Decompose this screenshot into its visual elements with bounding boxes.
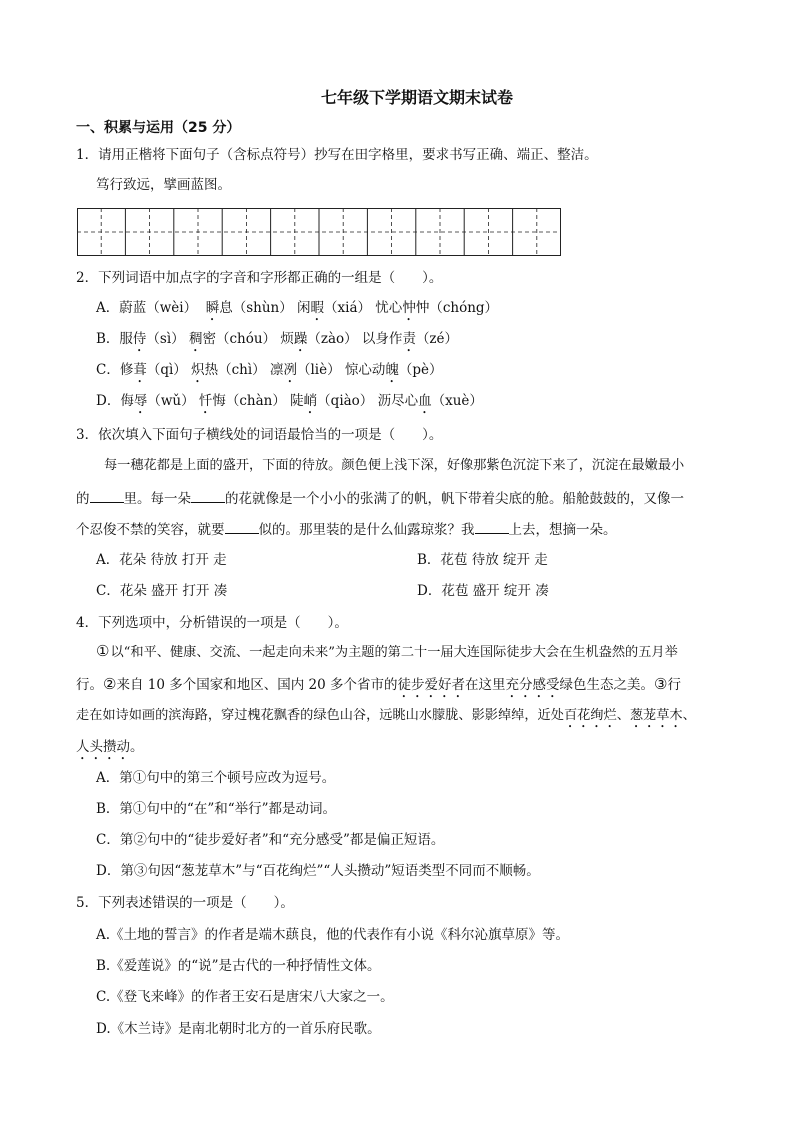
question-5-option-a: A.《土地的誓言》的作者是端木蕻良，他的代表作有小说《科尔沁旗草原》等。 — [96, 927, 570, 943]
question-4-option-b: B．第①句中的“在”和“举行”都是动词。 — [96, 801, 337, 817]
circled-number-1: ① — [96, 642, 110, 660]
question-1-stem: 1．请用正楷将下面句子（含标点符号）抄写在田字格里，要求书写正确、端正、整洁。 — [76, 147, 598, 163]
question-4-option-d: D．第③句因“葱茏草木”与“百花绚烂”“人头攒动”短语类型不同而不顺畅。 — [96, 863, 540, 879]
circled-number-2: ② — [103, 675, 117, 693]
question-4-passage-line: 人头攒动。 — [76, 739, 144, 755]
question-2-stem: 2．下列词语中加点字的字音和字形都正确的一组是（ ）。 — [76, 270, 443, 286]
question-4-stem: 4．下列选项中，分析错误的一项是（ ）。 — [76, 615, 348, 631]
question-3-option-a: A．花朵 待放 打开 走 — [96, 552, 227, 568]
page-title: 七年级下学期语文期末试卷 — [320, 88, 513, 107]
answer-blank[interactable] — [475, 519, 509, 534]
question-3-passage-line: 每一穗花都是上面的盛开，下面的待放。颜色便上浅下深，好像那紫色沉淀下来了，沉淀在最嫩最小 — [104, 458, 685, 473]
question-3-option-d: D．花苞 盛开 绽开 凑 — [417, 583, 549, 599]
question-3-stem: 3．依次填入下面句子横线处的词语最恰当的一项是（ ）。 — [76, 427, 443, 443]
question-3-option-b: B．花苞 待放 绽开 走 — [417, 552, 548, 568]
answer-blank[interactable] — [90, 488, 124, 503]
circled-number-3: ③ — [653, 675, 668, 693]
question-1-sentence: 笃行致远，擘画蓝图。 — [96, 177, 231, 193]
tianzige-grid[interactable] — [77, 208, 561, 256]
question-5-stem: 5．下列表述错误的一项是（ ）。 — [76, 895, 294, 911]
question-2-option-a: A．蔚蓝（wèi） 瞬息（shùn） 闲暇（xiá） 忧心忡忡（chóng） — [96, 300, 499, 316]
question-4-option-c: C．第②句中的“徒步爱好者”和“充分感受”都是偏正短语。 — [96, 832, 445, 848]
question-3-passage-line: 的 里。每一朵 的花就像是一个小小的张满了的帆，帆下带着尖底的舱。船舱鼓鼓的，又像一 — [76, 488, 684, 509]
question-3-option-c: C．花朵 盛开 打开 凑 — [96, 583, 228, 599]
question-4-passage-line: 行。②来自 10 多个国家和地区、国内 20 多个省市的徒步爱好者在这里充分感受绿色生态之美。③行 — [76, 675, 681, 693]
question-5-option-b: B.《爱莲说》的“说”是古代的一种抒情性文体。 — [96, 958, 381, 974]
question-4-passage-line: 走在如诗如画的滨海路，穿过槐花飘香的绿色山谷，远眺山水朦胧、影影绰绰，近处百花绚烂、葱茏草木、 — [76, 708, 696, 723]
answer-blank[interactable] — [225, 519, 259, 534]
question-2-option-d: D．侮辱（wǔ） 忏悔（chàn） 陡峭（qiào） 沥尽心血（xuè） — [96, 393, 483, 409]
section-heading: 一、积累与运用（25 分） — [76, 120, 241, 136]
question-4-option-a: A．第①句中的第三个顿号应改为逗号。 — [96, 770, 336, 786]
question-2-option-b: B．服侍（sì） 稠密（chóu） 烦躁（zào） 以身作责（zé） — [96, 331, 459, 347]
answer-blank[interactable] — [191, 488, 225, 503]
question-5-option-c: C.《登飞来峰》的作者王安石是唐宋八大家之一。 — [96, 989, 394, 1005]
question-3-passage-line: 个忍俊不禁的笑容，就要 似的。那里装的是什么仙露琼浆？我 上去，想摘一朵。 — [76, 519, 617, 540]
question-4-passage-line: ①以“和平、健康、交流、一起走向未来”为主题的第二十一届大连国际徒步大会在生机盎然的五月举 — [96, 642, 678, 660]
question-5-option-d: D.《木兰诗》是南北朝时北方的一首乐府民歌。 — [96, 1021, 381, 1037]
question-2-option-c: C．修葺（qì） 炽热（chì） 凛冽（liè） 惊心动魄（pè） — [96, 362, 443, 378]
